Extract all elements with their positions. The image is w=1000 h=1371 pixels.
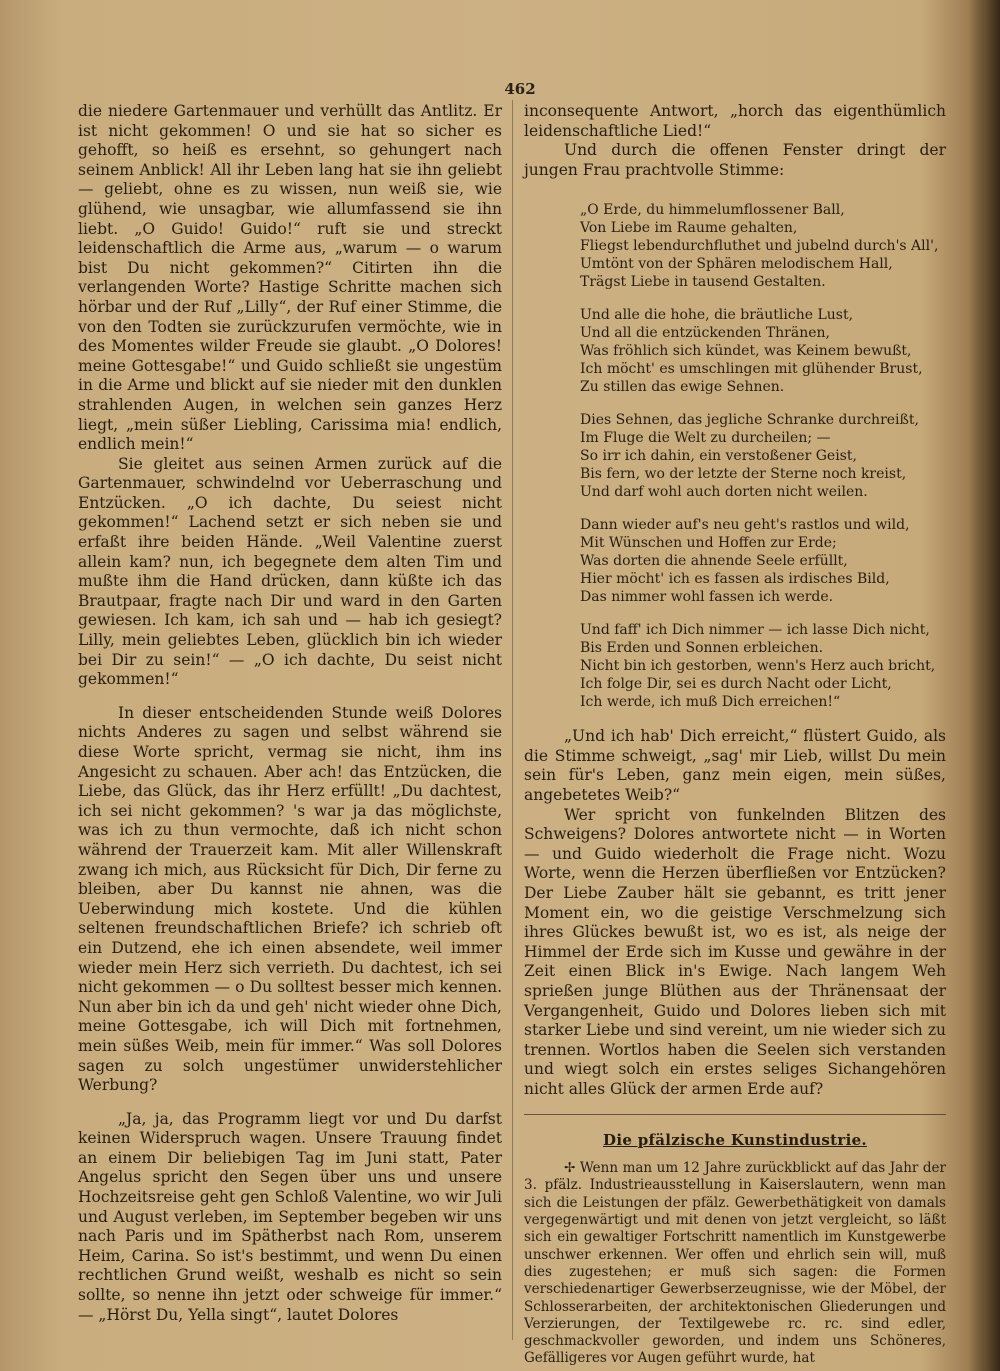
paragraph: Wer spricht von funkelnden Blitzen des Schweigens? Dolores antwortete nicht — in Worten — und Guido wiederholt die Frage nicht. Wozu Worte, wenn die Herzen überfließen vor Entzücken? Der Liebe Zauber hält sie gebannt, es tritt jener Moment ein, wo die geistige Verschmelzung sich ihres Glückes bewußt ist, wo es ist, als neige der Himmel der Erde sich im Kusse und gewähre in der Zeit einen Blick in's Ewige. Nach langem Weh sprießen junge Blüthen aus der Thränensaat der Vergangenheit, Guido und Dolores lieben sich mit starker Liebe und sind vereint, um nie wieder sich zu trennen. Wortlos haben die Seelen sich verstanden und wiegt solch ein erstes seliges Sichangehören nicht alles Glück der armen Erde auf?	[524, 805, 946, 1098]
paragraph: Und durch die offenen Fenster dringt der jungen Frau prachtvolle Stimme:	[524, 141, 946, 179]
section-heading: Die pfälzische Kunstindustrie.	[603, 1130, 867, 1149]
poem-line: Was fröhlich sich kündet, was Keinem bewußt,	[580, 342, 912, 359]
page-number: 462	[504, 80, 536, 98]
paragraph: Sie gleitet aus seinen Armen zurück auf die Gartenmauer, schwindelnd vor Ueberraschung und Entzücken. „O ich dachte, Du seiest nicht gekommen!“ Lachend setzt er sich neben sie und erfaßt ihre beiden Hände. „Weil Valentine zuerst allein kam? nun, ich begegnete dem alten Tim und mußte ihm die Hand drücken, dann küßte ich das Brautpaar, fragte nach Dir und ward in den Garten gewiesen. Ich kam, ich sah und — hab ich gesiegt? Lilly, mein geliebtes Leben, glücklich bin ich wieder bei Dir zu sein!“ — „O ich dachte, Du seist nicht gekommen!“	[78, 454, 502, 689]
poem-line: „O Erde, du himmelumflossener Ball,	[580, 202, 845, 219]
poem-line: Dann wieder auf's neu geht's rastlos und wild,	[580, 517, 910, 534]
poem-line: Ich möcht' es umschlingen mit glühender Brust,	[580, 360, 923, 377]
poem-line: Bis fern, wo der letzte der Sterne noch kreist,	[580, 465, 907, 482]
poem-line: Das nimmer wohl fassen ich werde.	[580, 588, 834, 605]
poem-line: Ich folge Dir, sei es durch Nacht oder Licht,	[580, 675, 892, 692]
poem	[580, 202, 946, 711]
poem-line: Trägst Liebe in tausend Gestalten.	[580, 273, 826, 290]
poem-line: So irr ich dahin, ein verstoßener Geist,	[580, 447, 857, 464]
column-divider	[512, 100, 513, 1340]
poem-line: Nicht bin ich gestorben, wenn's Herz auch bricht,	[580, 657, 936, 674]
poem-line: Fliegst lebendurchfluthet und jubelnd durch's All',	[580, 237, 939, 254]
page-binding-shadow	[968, 0, 1000, 1371]
poem-line: Im Fluge die Welt zu durcheilen; —	[580, 430, 831, 447]
poem-stanza	[580, 202, 946, 291]
poem-line: Umtönt von der Sphären melodischem Hall,	[580, 255, 893, 272]
poem-line: Und all die entzückenden Thränen,	[580, 325, 830, 342]
poem-line: Ich werde, ich muß Dich erreichen!“	[580, 693, 841, 710]
right-column	[524, 102, 946, 1368]
poem-line: Und alle die hohe, die bräutliche Lust,	[580, 307, 854, 324]
poem-line: Bis Erden und Sonnen erbleichen.	[580, 640, 824, 657]
section-rule	[524, 1114, 946, 1115]
article-paragraph: ✢ Wenn man um 12 Jahre zurückblickt auf das Jahr der 3. pfälz. Industrieausstellung in Kaiserslautern, wenn man sich die Leistungen der pfälz. Gewerbethätigkeit von damals vergegenwärtigt und mit denen von jetzt vergleicht, so läßt sich ein gewaltiger Fortschritt namentlich im Kunstgewerbe unschwer erkennen. Wer offen und ehrlich sein will, muß dies zugestehen; er muß sich sagen: die Formen verschiedenartiger Gewerbserzeugnisse, wie der Möbel, der Schlosserarbeiten, der architektonischen Gliederungen und Verzierungen, der Textilgewebe rc. rc. sind edler, geschmackvoller geworden, und indem uns Schöneres, Gefälligeres vor Augen geführt wurde, hat	[524, 1160, 946, 1367]
poem-line: Hier möcht' ich es fassen als irdisches Bild,	[580, 570, 890, 587]
left-column	[78, 102, 502, 1325]
poem-line: Und darf wohl auch dorten nicht weilen.	[580, 483, 868, 500]
poem-stanza	[580, 307, 946, 396]
paragraph: In dieser entscheidenden Stunde weiß Dolores nichts Anderes zu sagen und selbst während sie diese Worte spricht, vermag sie nicht, ihm ins Angesicht zu schauen. Aber ach! das Entzücken, die Liebe, das Glück, das ihr Herz erfüllt! „Du dachtest, ich sei nicht gekommen? 's war ja das möglichste, was ich zu thun vermochte, daß ich nicht schon während der Trauerzeit kam. Mit aller Willenskraft zwang ich mich, aus Rücksicht für Dich, Dir ferne zu bleiben, aber Du kannst nie ahnen, was die Ueberwindung mich kostete. Und die kühlen seltenen freundschaftlichen Briefe? ich schrieb oft ein Dutzend, ehe ich einen absendete, weil immer wieder mein Herz sich verrieth. Du dachtest, ich sei nicht gekommen — o Du solltest besser mich kennen. Nun aber bin ich da und geh' nicht wieder ohne Dich, meine Gottesgabe, ich will Dich mit fortnehmen, mein süßes Weib, mein für immer.“ Was soll Dolores sagen zu solch ungestümer unwiderstehlicher Werbung?	[78, 703, 502, 1095]
poem-line: Und faff' ich Dich nimmer — ich lasse Dich nicht,	[580, 622, 930, 639]
poem-line: Mit Wünschen und Hoffen zur Erde;	[580, 535, 837, 552]
poem-stanza	[580, 622, 946, 711]
paragraph: „Und ich hab' Dich erreicht,“ flüstert Guido, als die Stimme schweigt, „sag' mir Lieb, willst Du mein sein für's Leben, ganz mein eigen, mein süßes, angebetetes Weib?“	[524, 727, 946, 805]
paragraph: die niedere Gartenmauer und verhüllt das Antlitz. Er ist nicht gekommen! O und sie hat so sicher es gehofft, so heiß es ersehnt, so gehungert nach seinem Anblick! All ihr Leben lang hat sie ihn geliebt — geliebt, ohne es zu wissen, nun weiß sie, wie glühend, wie unsagbar, wie allumfassend sie ihn liebt. „O Guido! Guido!“ ruft sie und streckt leidenschaftlich die Arme aus, „warum — o warum bist Du nicht gekommen?“ Citirten ihn die verlangenden Worte? Hastige Schritte machen sich hörbar und der Ruf „Lilly“, der Ruf einer Stimme, die von den Todten sie zurückzurufen vermöchte, wie in des Momentes wilder Freude sie glaubt. „O Dolores! meine Gottesgabe!“ und Guido schließt sie ungestüm in die Arme und blickt auf sie nieder mit den dunklen strahlenden Augen, in welchen sein ganzes Herz liegt, „mein süßer Liebling, Carissima mia! endlich, endlich mein!“	[78, 102, 502, 454]
paragraph: „Ja, ja, das Programm liegt vor und Du darfst keinen Widerspruch wagen. Unsere Trauung findet an einem Dir beliebigen Tag im Juni statt, Pater Angelus spricht den Segen über uns und unsere Hochzeitsreise geht gen Schloß Valentine, wo wir Juli und August verleben, im September begeben wir uns nach Paris und im Spätherbst nach Rom, unserem Heim, Carina. So ist's bestimmt, und wenn Du einen rechtlichen Grund weißt, weshalb es nicht so sein sollte, so nenne ihn jetzt oder schweige für immer.“ — „Hörst Du, Yella singt“, lautet Dolores	[78, 1109, 502, 1324]
poem-line: Was dorten die ahnende Seele erfüllt,	[580, 552, 848, 569]
poem-line: Dies Sehnen, das jegliche Schranke durchreißt,	[580, 412, 919, 429]
poem-line: Zu stillen das ewige Sehnen.	[580, 378, 785, 395]
poem-stanza	[580, 412, 946, 501]
poem-line: Von Liebe im Raume gehalten,	[580, 220, 798, 237]
poem-stanza	[580, 517, 946, 606]
paragraph: inconsequente Antwort, „horch das eigenthümlich leidenschaftliche Lied!“	[524, 102, 946, 140]
